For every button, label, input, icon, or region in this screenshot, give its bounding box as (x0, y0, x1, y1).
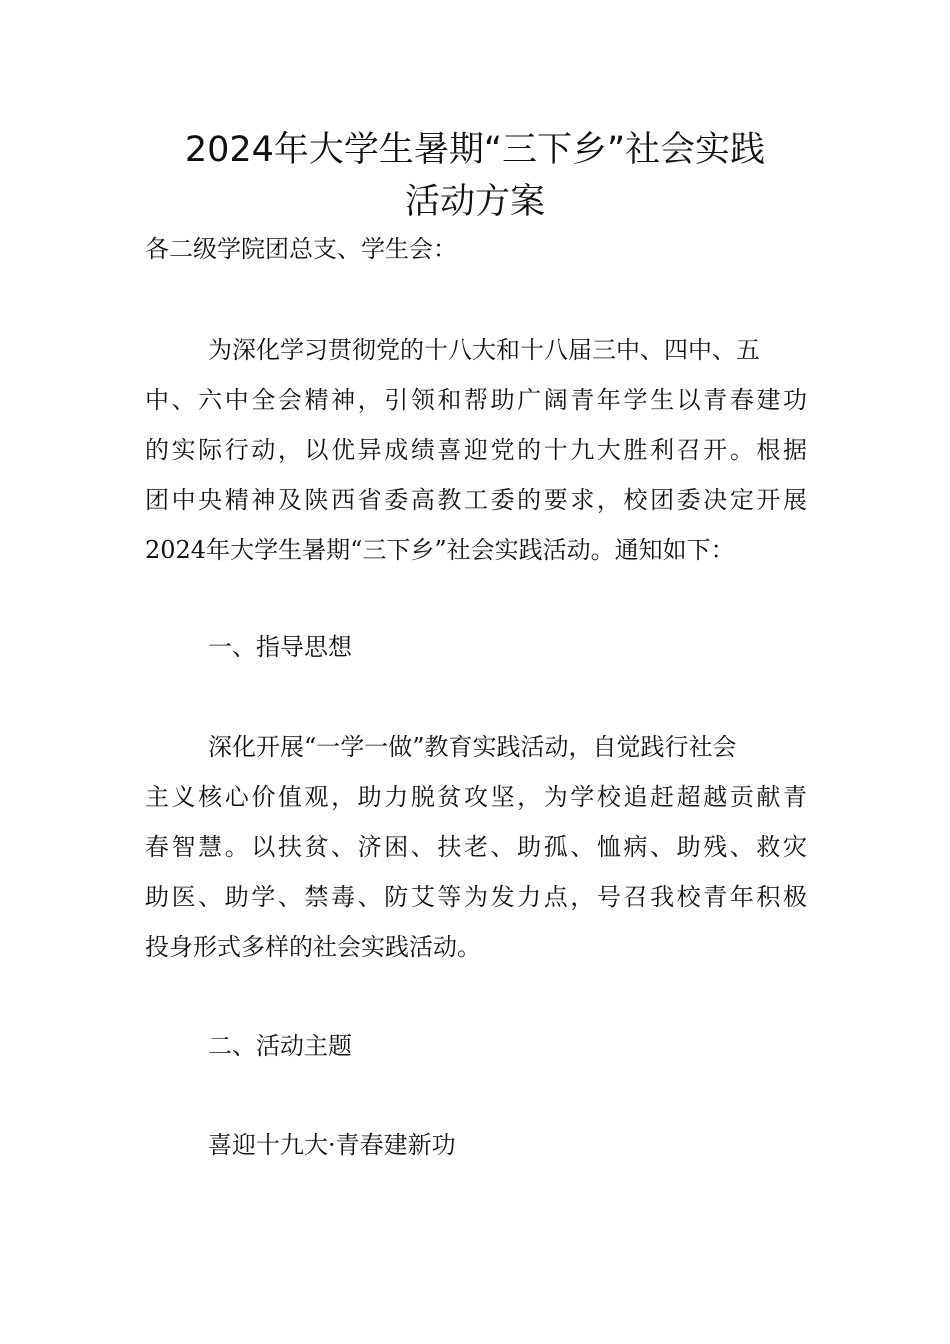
intro-paragraph-line: 的实际行动，以优异成绩喜迎党的十九大胜利召开。根据 (145, 436, 807, 464)
section1-paragraph-line: 投身形式多样的社会实践活动。 (145, 933, 481, 961)
section1-paragraph-line: 助医、助学、禁毒、防艾等为发力点，号召我校青年积极 (145, 883, 807, 911)
document-title-line-2: 活动方案 (404, 182, 545, 222)
section1-paragraph-line: 深化开展“一学一做”教育实践活动，自觉践行社会 (208, 733, 737, 761)
salutation: 各二级学院团总支、学生会： (145, 235, 457, 263)
intro-paragraph-line: 2024年大学生暑期“三下乡”社会实践活动。通知如下： (145, 536, 735, 564)
section-heading-activity-theme: 二、活动主题 (208, 1032, 352, 1060)
section1-paragraph-line: 主义核心价值观，助力脱贫攻坚，为学校追赶超越贡献青 (145, 783, 807, 811)
document-title-line-1: 2024年大学生暑期“三下乡”社会实践 (184, 130, 766, 170)
intro-paragraph-line: 中、六中全会精神，引领和帮助广阔青年学生以青春建功 (145, 386, 807, 414)
activity-theme-text: 喜迎十九大·青春建新功 (208, 1131, 456, 1159)
intro-paragraph-line: 为深化学习贯彻党的十八大和十八届三中、四中、五 (208, 336, 760, 364)
section-heading-guiding-ideology: 一、指导思想 (208, 633, 352, 661)
section1-paragraph-line: 春智慧。以扶贫、济困、扶老、助孤、恤病、助残、救灾 (145, 833, 807, 861)
intro-paragraph-line: 团中央精神及陕西省委高教工委的要求，校团委决定开展 (145, 486, 807, 514)
